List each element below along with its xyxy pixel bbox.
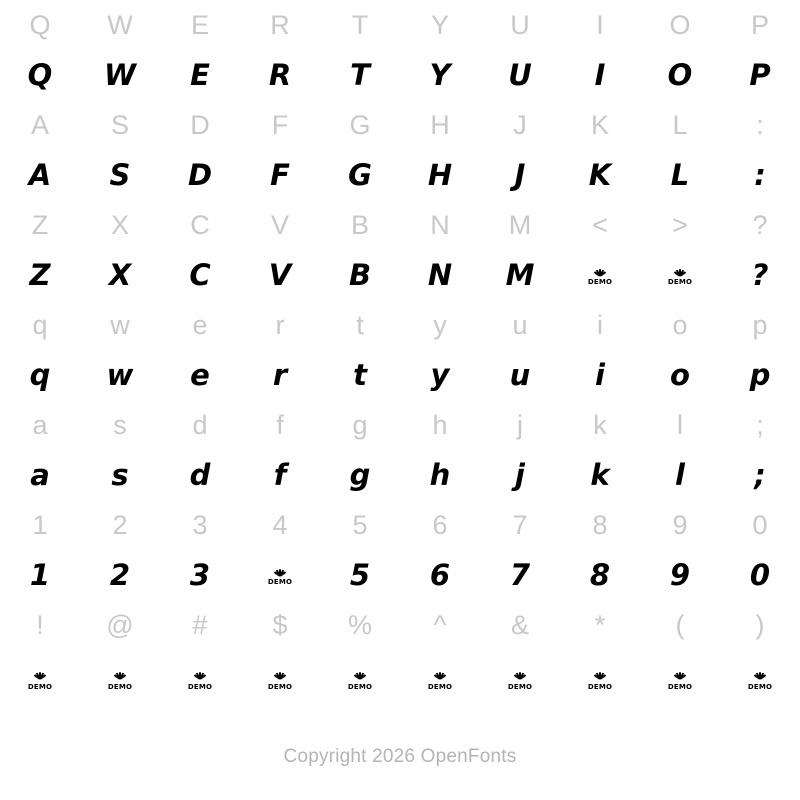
copyright-footer: Copyright 2026 OpenFonts [283,746,517,767]
glyph-cell: 1 [32,509,48,540]
glyph-cell: W [107,9,133,40]
glyph-cell: Z [29,257,51,292]
burst-icon [270,564,290,576]
glyph-cell: 9 [669,557,691,592]
glyph-cell: 9 [672,509,688,540]
glyph-cell: 5 [349,557,371,592]
glyph-cell: 0 [752,509,768,540]
glyph-cell: X [108,257,132,292]
glyph-cell: S [110,109,129,140]
glyph-cell: I [594,57,606,92]
glyph-cell: o [672,309,688,340]
keycap-reference-row [0,200,800,250]
glyph-cell: E [190,9,209,40]
glyph-cell: 2 [112,509,128,540]
glyph-cell: 4 [272,509,288,540]
demo-mark-label: DEMO [347,683,373,691]
glyph-cell: h [432,409,448,440]
specimen-glyph-row [0,250,800,300]
glyph-cell: @ [106,609,134,640]
glyph-cell: ) [755,609,765,640]
demo-mark-icon [640,250,720,300]
specimen-glyph-row [0,450,800,500]
glyph-cell: Y [429,57,451,92]
glyph-cell: 6 [432,509,448,540]
glyph-cell: E [190,57,210,92]
demo-mark-label: DEMO [267,683,293,691]
glyph-cell: L [670,157,690,192]
burst-icon [30,667,50,679]
glyph-cell: T [351,9,369,40]
glyph-cell: # [192,609,208,640]
keycap-reference-row [0,600,800,650]
glyph-cell: ; [754,457,766,492]
glyph-cell: D [190,109,210,140]
glyph-cell: 1 [29,557,51,592]
demo-mark-label: DEMO [507,683,533,691]
glyph-cell: G [348,157,372,192]
glyph-cell: k [590,457,610,492]
demo-mark-icon [640,654,720,704]
burst-icon [750,667,770,679]
glyph-cell: q [32,309,48,340]
specimen-glyph-row [0,550,800,600]
glyph-cell: N [430,209,450,240]
demo-mark-icon [240,654,320,704]
glyph-cell: e [192,309,208,340]
glyph-cell: < [592,209,608,240]
glyph-cell: u [512,309,528,340]
glyph-cell: o [670,357,690,392]
glyph-cell: R [270,9,290,40]
demo-mark-icon [669,264,691,286]
glyph-cell: 5 [352,509,368,540]
burst-icon [270,667,290,679]
demo-mark-icon [348,667,372,691]
demo-mark-icon [589,264,611,286]
keycap-reference-row [0,300,800,350]
glyph-cell: K [588,157,612,192]
glyph-cell: i [595,357,605,392]
demo-mark-label: DEMO [27,683,53,691]
specimen-glyph-row [0,150,800,200]
glyph-cell: O [669,9,691,40]
glyph-cell: s [113,409,127,440]
glyph-cell: ! [36,609,44,640]
glyph-cell: > [672,209,688,240]
glyph-cell: d [192,409,208,440]
glyph-cell: f [276,409,284,440]
glyph-cell: d [189,457,211,492]
demo-mark-icon [428,667,452,691]
glyph-cell: f [273,457,287,492]
glyph-cell: ; [756,409,764,440]
glyph-cell: y [430,357,450,392]
glyph-cell: U [508,57,532,92]
glyph-cell: Y [430,9,449,40]
demo-mark-icon [508,667,532,691]
demo-mark-label: DEMO [427,683,453,691]
burst-icon [590,264,610,276]
demo-mark-icon [0,654,80,704]
glyph-cell: e [190,357,210,392]
glyph-cell: R [268,57,292,92]
glyph-cell: * [594,609,606,640]
demo-mark-icon [240,550,320,600]
glyph-cell: u [509,357,531,392]
glyph-cell: M [505,257,535,292]
glyph-cell: ^ [433,609,447,640]
glyph-cell: t [353,357,367,392]
demo-mark-icon [748,667,772,691]
glyph-cell: ( [675,609,685,640]
demo-mark-label: DEMO [187,683,213,691]
glyph-cell: 8 [592,509,608,540]
glyph-cell: i [597,309,603,340]
glyph-cell: 3 [192,509,208,540]
glyph-cell: U [510,9,530,40]
demo-mark-icon [720,654,800,704]
demo-mark-label: DEMO [747,683,773,691]
glyph-cell: l [675,457,685,492]
demo-mark-icon [588,667,612,691]
specimen-glyph-row [0,350,800,400]
glyph-cell: & [510,609,529,640]
glyph-cell: Z [31,209,49,240]
glyph-cell: P [749,57,771,92]
demo-mark-icon [560,250,640,300]
keycap-reference-row [0,100,800,150]
demo-mark-label: DEMO [107,683,133,691]
glyph-cell: : [756,109,764,140]
keycap-reference-row [0,0,800,50]
demo-mark-icon [28,667,52,691]
glyph-cell: A [28,157,52,192]
demo-mark-icon [668,667,692,691]
glyph-cell: 2 [109,557,131,592]
demo-mark-label: DEMO [587,683,613,691]
glyph-cell: g [349,457,371,492]
glyph-cell: M [508,209,532,240]
glyph-cell: 7 [512,509,528,540]
glyph-cell: Q [27,57,53,92]
demo-mark-label: DEMO [587,278,613,286]
glyph-cell: T [350,57,370,92]
glyph-cell: w [110,309,130,340]
demo-mark-icon [188,667,212,691]
glyph-cell: F [270,157,290,192]
glyph-cell: y [433,309,447,340]
demo-mark-icon [400,654,480,704]
glyph-cell: S [109,157,131,192]
glyph-cell: 0 [749,557,771,592]
glyph-cell: q [29,357,51,392]
glyph-cell: H [427,157,453,192]
burst-icon [110,667,130,679]
glyph-cell: w [106,357,134,392]
keycap-reference-row [0,500,800,550]
glyph-cell: p [749,357,771,392]
glyph-cell: % [347,609,372,640]
demo-mark-label: DEMO [667,278,693,286]
glyph-cell: p [752,309,768,340]
demo-mark-icon [80,654,160,704]
glyph-cell: L [672,109,688,140]
glyph-cell: s [111,457,129,492]
keycap-reference-row [0,400,800,450]
specimen-glyph-row [0,650,800,708]
glyph-cell: 6 [429,557,451,592]
glyph-cell: a [32,409,48,440]
demo-mark-icon [269,564,291,586]
demo-mark-icon [560,654,640,704]
glyph-cell: B [350,209,369,240]
glyph-cell: l [677,409,683,440]
burst-icon [670,667,690,679]
glyph-cell: K [590,109,609,140]
burst-icon [350,667,370,679]
demo-mark-icon [320,654,400,704]
glyph-cell: P [750,9,769,40]
glyph-cell: J [514,157,526,192]
glyph-cell: 8 [589,557,611,592]
burst-icon [430,667,450,679]
demo-mark-icon [268,667,292,691]
glyph-cell: r [275,309,285,340]
glyph-cell: Q [29,9,51,40]
demo-mark-label: DEMO [667,683,693,691]
glyph-cell: N [427,257,453,292]
glyph-cell: h [429,457,451,492]
glyph-cell: V [270,209,289,240]
burst-icon [190,667,210,679]
glyph-cell: 3 [189,557,211,592]
glyph-cell: W [104,57,136,92]
glyph-cell: H [430,109,450,140]
glyph-cell: B [348,257,372,292]
glyph-cell: X [110,209,129,240]
glyph-cell: $ [272,609,288,640]
burst-icon [670,264,690,276]
burst-icon [590,667,610,679]
demo-mark-label: DEMO [267,578,293,586]
glyph-cell: O [667,57,693,92]
glyph-cell: J [513,109,527,140]
glyph-cell: V [268,257,292,292]
glyph-cell: 7 [509,557,531,592]
glyph-cell: I [596,9,604,40]
glyph-cell: t [356,309,364,340]
burst-icon [510,667,530,679]
glyph-cell: C [189,257,211,292]
glyph-cell: a [30,457,50,492]
glyph-cell: j [517,409,523,440]
demo-mark-icon [108,667,132,691]
glyph-cell: C [190,209,210,240]
glyph-cell: k [593,409,607,440]
glyph-cell: D [187,157,213,192]
glyph-cell: A [30,109,49,140]
glyph-cell: ? [751,257,769,292]
specimen-glyph-row [0,50,800,100]
glyph-cell: g [352,409,368,440]
glyph-cell: : [754,157,766,192]
glyph-cell: j [515,457,525,492]
demo-mark-icon [480,654,560,704]
demo-mark-icon [160,654,240,704]
glyph-cell: ? [752,209,768,240]
glyph-cell: G [349,109,371,140]
glyph-cell: F [271,109,289,140]
glyph-cell: r [272,357,288,392]
